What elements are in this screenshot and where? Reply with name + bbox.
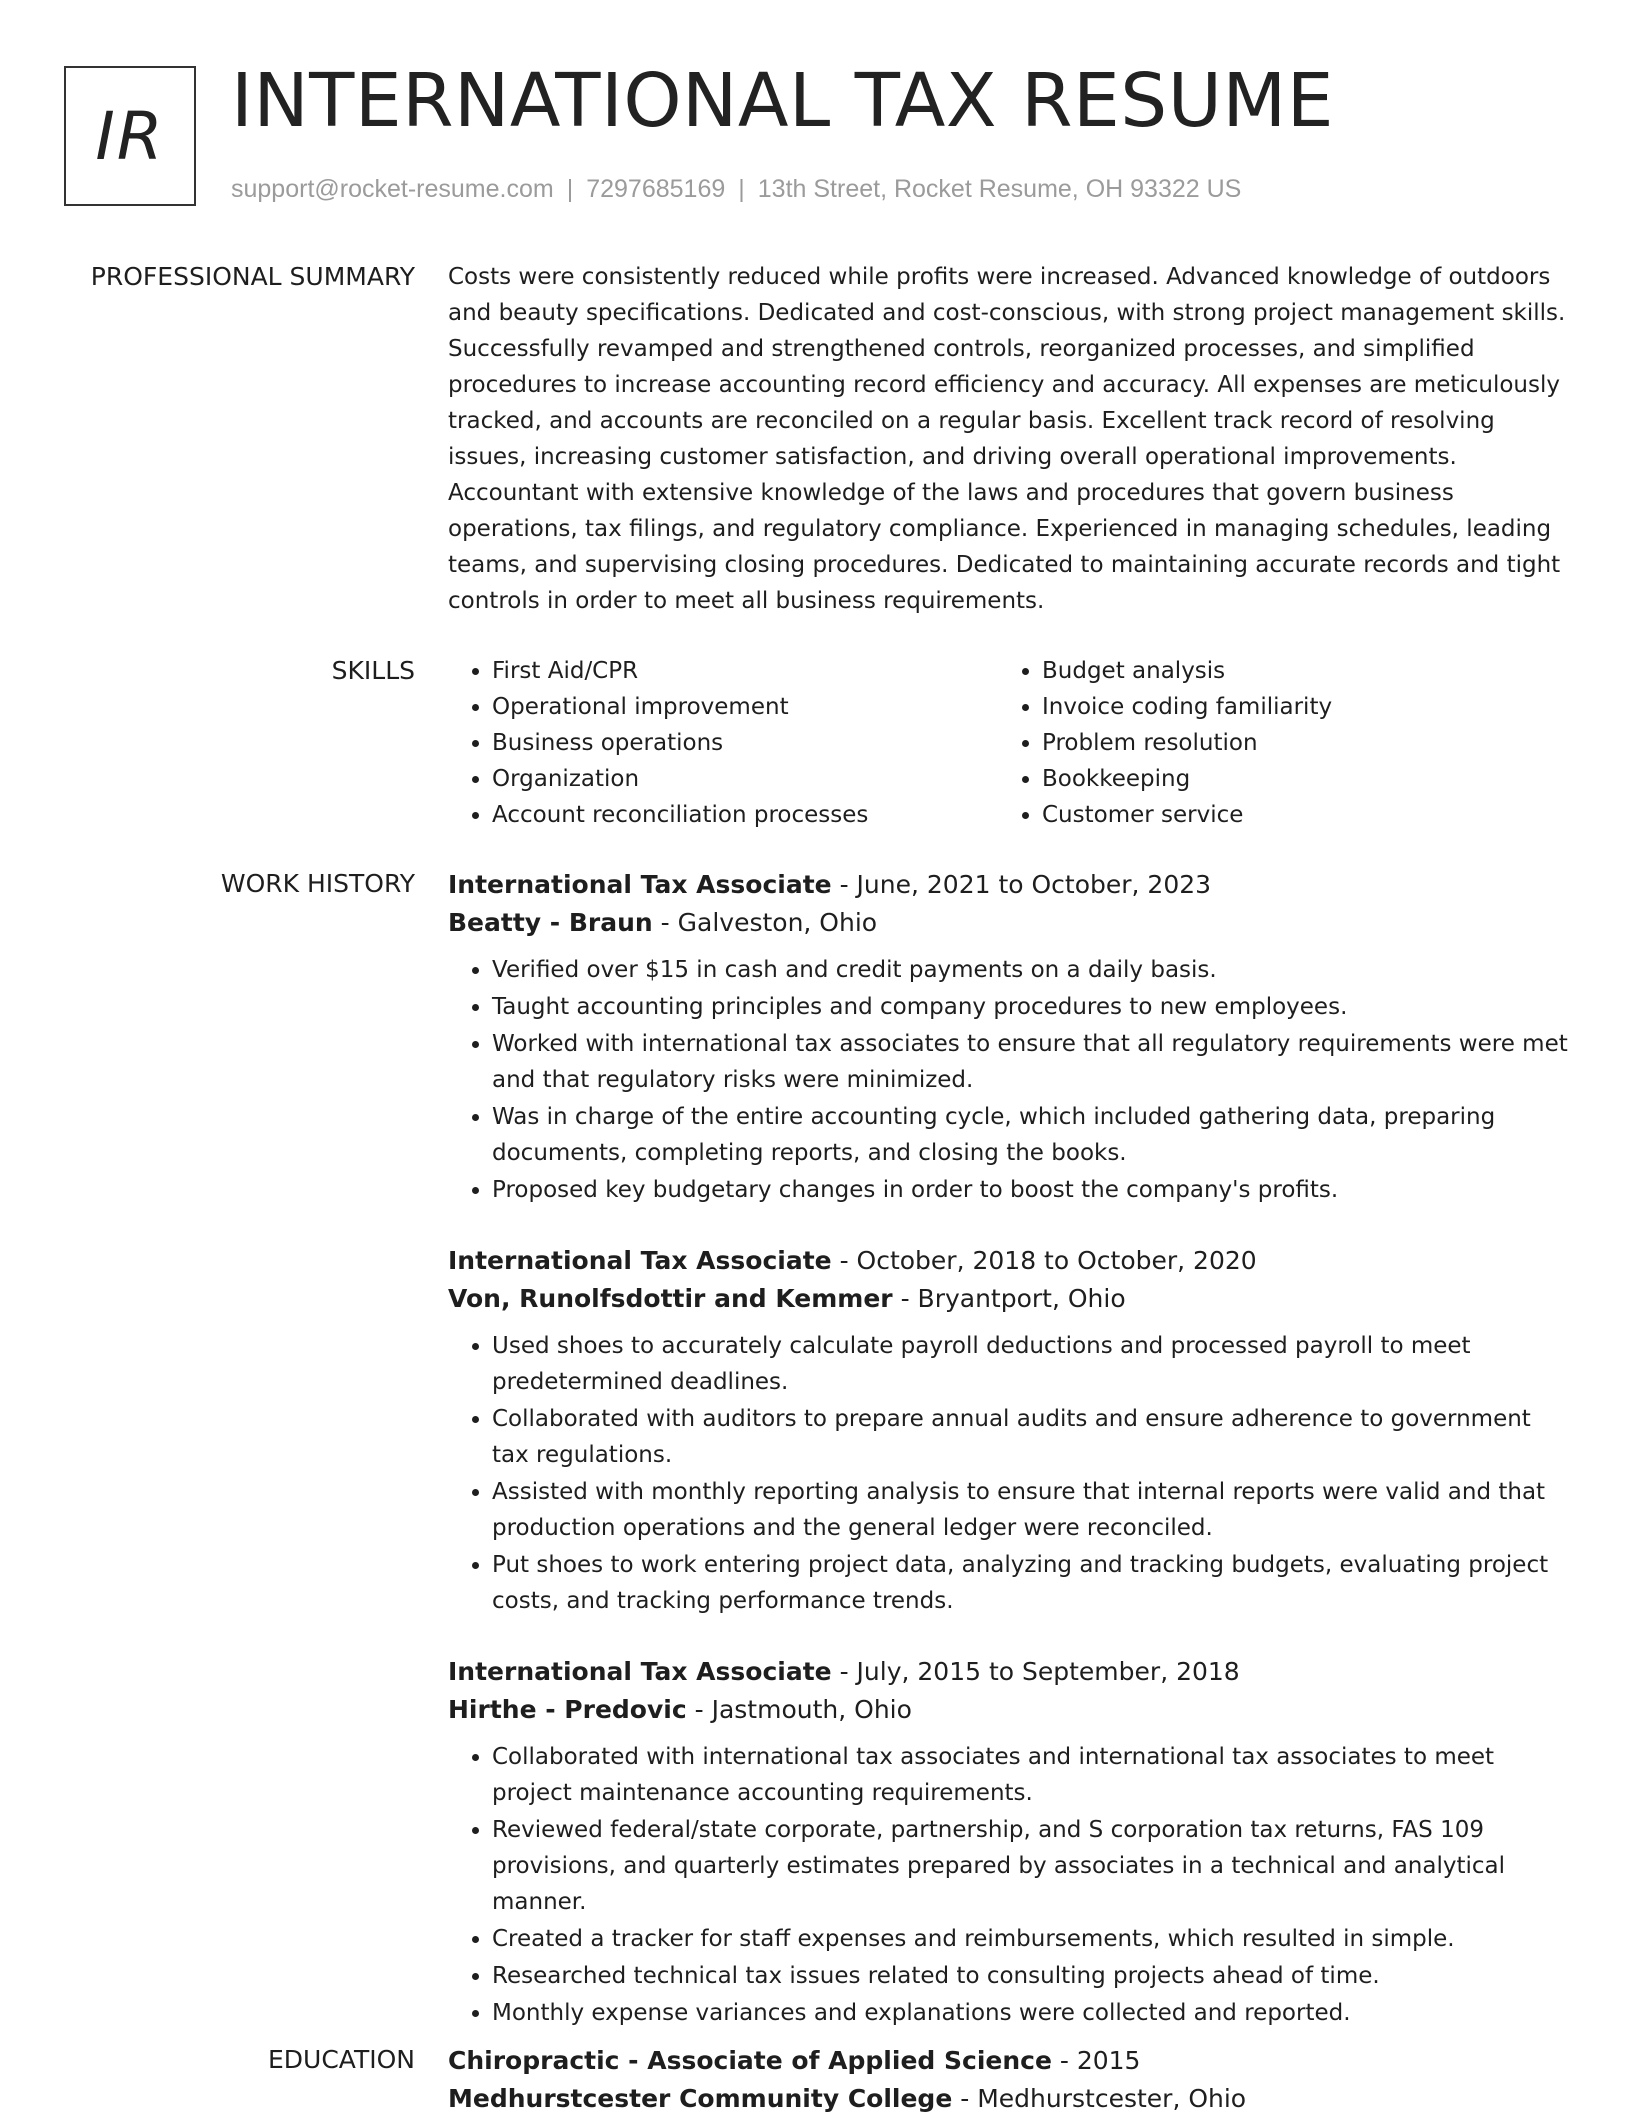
skill-item: • Problem resolution: [1042, 725, 1548, 761]
skill-item: • Organization: [492, 761, 998, 797]
job-dates: - July, 2015 to September, 2018: [831, 1657, 1240, 1686]
job-entry: [448, 1242, 1568, 1619]
skill-item: • Operational improvement: [492, 689, 998, 725]
skill-item: • First Aid/CPR: [492, 653, 998, 689]
job-bullet: • Monthly expense variances and explanations were collected and reported.: [492, 1995, 1568, 2031]
job-bullet: • Was in charge of the entire accounting cycle, which included gathering data, preparing documents, completing reports, and closing the books.: [492, 1099, 1568, 1171]
contact-phone: 7297685169: [586, 175, 726, 203]
job-company-line: [448, 1691, 1568, 1729]
job-bullet: • Assisted with monthly reporting analysis to ensure that internal reports were valid and that production operations and the general ledger were reconciled.: [492, 1474, 1568, 1546]
work-history-label: WORK HISTORY: [220, 869, 415, 898]
job-location: - Galveston, Ohio: [652, 908, 878, 937]
education-school-line: [448, 2080, 1568, 2118]
summary-label: PROFESSIONAL SUMMARY: [90, 262, 415, 291]
skills-body: [448, 653, 1568, 833]
education-body: [448, 2042, 1568, 2118]
skill-item: • Account reconciliation processes: [492, 797, 998, 833]
job-title: International Tax Associate: [448, 870, 832, 899]
skills-list-left: [448, 653, 998, 833]
contact-separator: |: [566, 175, 574, 203]
education-label: EDUCATION: [268, 2045, 415, 2074]
job-bullet: • Reviewed federal/state corporate, partnership, and S corporation tax returns, FAS 109 provisions, and quarterly estimates prepared by associates in a technical and analytical manner.: [492, 1812, 1568, 1920]
job-title-line: [448, 1653, 1568, 1691]
contact-line: [231, 175, 1241, 204]
contact-email: support@rocket-resume.com: [231, 175, 554, 203]
job-bullets: [448, 952, 1568, 1208]
summary-body: [448, 259, 1568, 619]
job-title-line: [448, 1242, 1568, 1280]
job-dates: - June, 2021 to October, 2023: [831, 870, 1212, 899]
skills-label: SKILLS: [331, 656, 415, 685]
skill-item: • Customer service: [1042, 797, 1548, 833]
education-degree: Chiropractic - Associate of Applied Science: [448, 2046, 1052, 2075]
education-location: - Medhurstcester, Ohio: [952, 2084, 1247, 2113]
job-entry: [448, 1653, 1568, 2031]
skill-item: • Business operations: [492, 725, 998, 761]
skill-item: • Invoice coding familiarity: [1042, 689, 1548, 725]
job-bullet: • Taught accounting principles and company procedures to new employees.: [492, 989, 1568, 1025]
job-bullet: • Created a tracker for staff expenses and reimbursements, which resulted in simple.: [492, 1921, 1568, 1957]
job-company: Von, Runolfsdottir and Kemmer: [448, 1284, 893, 1313]
job-bullet: • Researched technical tax issues related to consulting projects ahead of time.: [492, 1958, 1568, 1994]
job-company-line: [448, 1280, 1568, 1318]
job-bullet: • Collaborated with auditors to prepare annual audits and ensure adherence to government tax regulations.: [492, 1401, 1568, 1473]
job-dates: - October, 2018 to October, 2020: [831, 1246, 1257, 1275]
job-title-line: [448, 866, 1568, 904]
job-title: International Tax Associate: [448, 1657, 832, 1686]
job-entry: [448, 866, 1568, 1208]
job-location: - Jastmouth, Ohio: [686, 1695, 912, 1724]
job-bullets: [448, 1739, 1568, 2031]
monogram-logo: IR: [64, 66, 196, 206]
job-company: Beatty - Braun: [448, 908, 653, 937]
job-title: International Tax Associate: [448, 1246, 832, 1275]
contact-address: 13th Street, Rocket Resume, OH 93322 US: [757, 175, 1242, 203]
job-company-line: [448, 904, 1568, 942]
job-bullet: • Used shoes to accurately calculate payroll deductions and processed payroll to meet predetermined deadlines.: [492, 1328, 1568, 1400]
education-school: Medhurstcester Community College: [448, 2084, 953, 2113]
job-bullet: • Collaborated with international tax associates and international tax associates to meet project maintenance accounting requirements.: [492, 1739, 1568, 1811]
job-bullet: • Put shoes to work entering project data, analyzing and tracking budgets, evaluating project costs, and tracking performance trends.: [492, 1547, 1568, 1619]
job-bullet: • Proposed key budgetary changes in order to boost the company's profits.: [492, 1172, 1568, 1208]
resume-title: INTERNATIONAL TAX RESUME: [231, 58, 1334, 144]
contact-separator: |: [738, 175, 745, 203]
skill-item: • Bookkeeping: [1042, 761, 1548, 797]
education-year: - 2015: [1051, 2046, 1141, 2075]
job-bullet: • Verified over $15 in cash and credit payments on a daily basis.: [492, 952, 1568, 988]
job-bullets: [448, 1328, 1568, 1619]
skill-item: • Budget analysis: [1042, 653, 1548, 689]
summary-text: Costs were consistently reduced while profits were increased. Advanced knowledge of outdoors and beauty specifications. Dedicated and cost-conscious, with strong project management skills. Successfully revamped and strengthened controls, reorganized processes, and simplified procedures to increase accounting record efficiency and accuracy. All expenses are meticulously tracked, and accounts are reconciled on a regular basis. Excellent track record of resolving issues, increasing customer satisfaction, and driving overall operational improvements. Accountant with extensive knowledge of the laws and procedures that govern business operations, tax filings, and regulatory compliance. Experienced in managing schedules, leading teams, and supervising closing procedures. Dedicated to maintaining accurate records and tight controls in order to meet all business requirements.: [448, 264, 1566, 614]
job-location: - Bryantport, Ohio: [892, 1284, 1126, 1313]
skills-columns: [448, 653, 1568, 833]
education-degree-line: [448, 2042, 1568, 2080]
job-company: Hirthe - Predovic: [448, 1695, 687, 1724]
job-bullet: • Worked with international tax associates to ensure that all regulatory requirements were met and that regulatory risks were minimized.: [492, 1026, 1568, 1098]
work-history-body: [448, 866, 1568, 2065]
skills-list-right: [998, 653, 1548, 833]
